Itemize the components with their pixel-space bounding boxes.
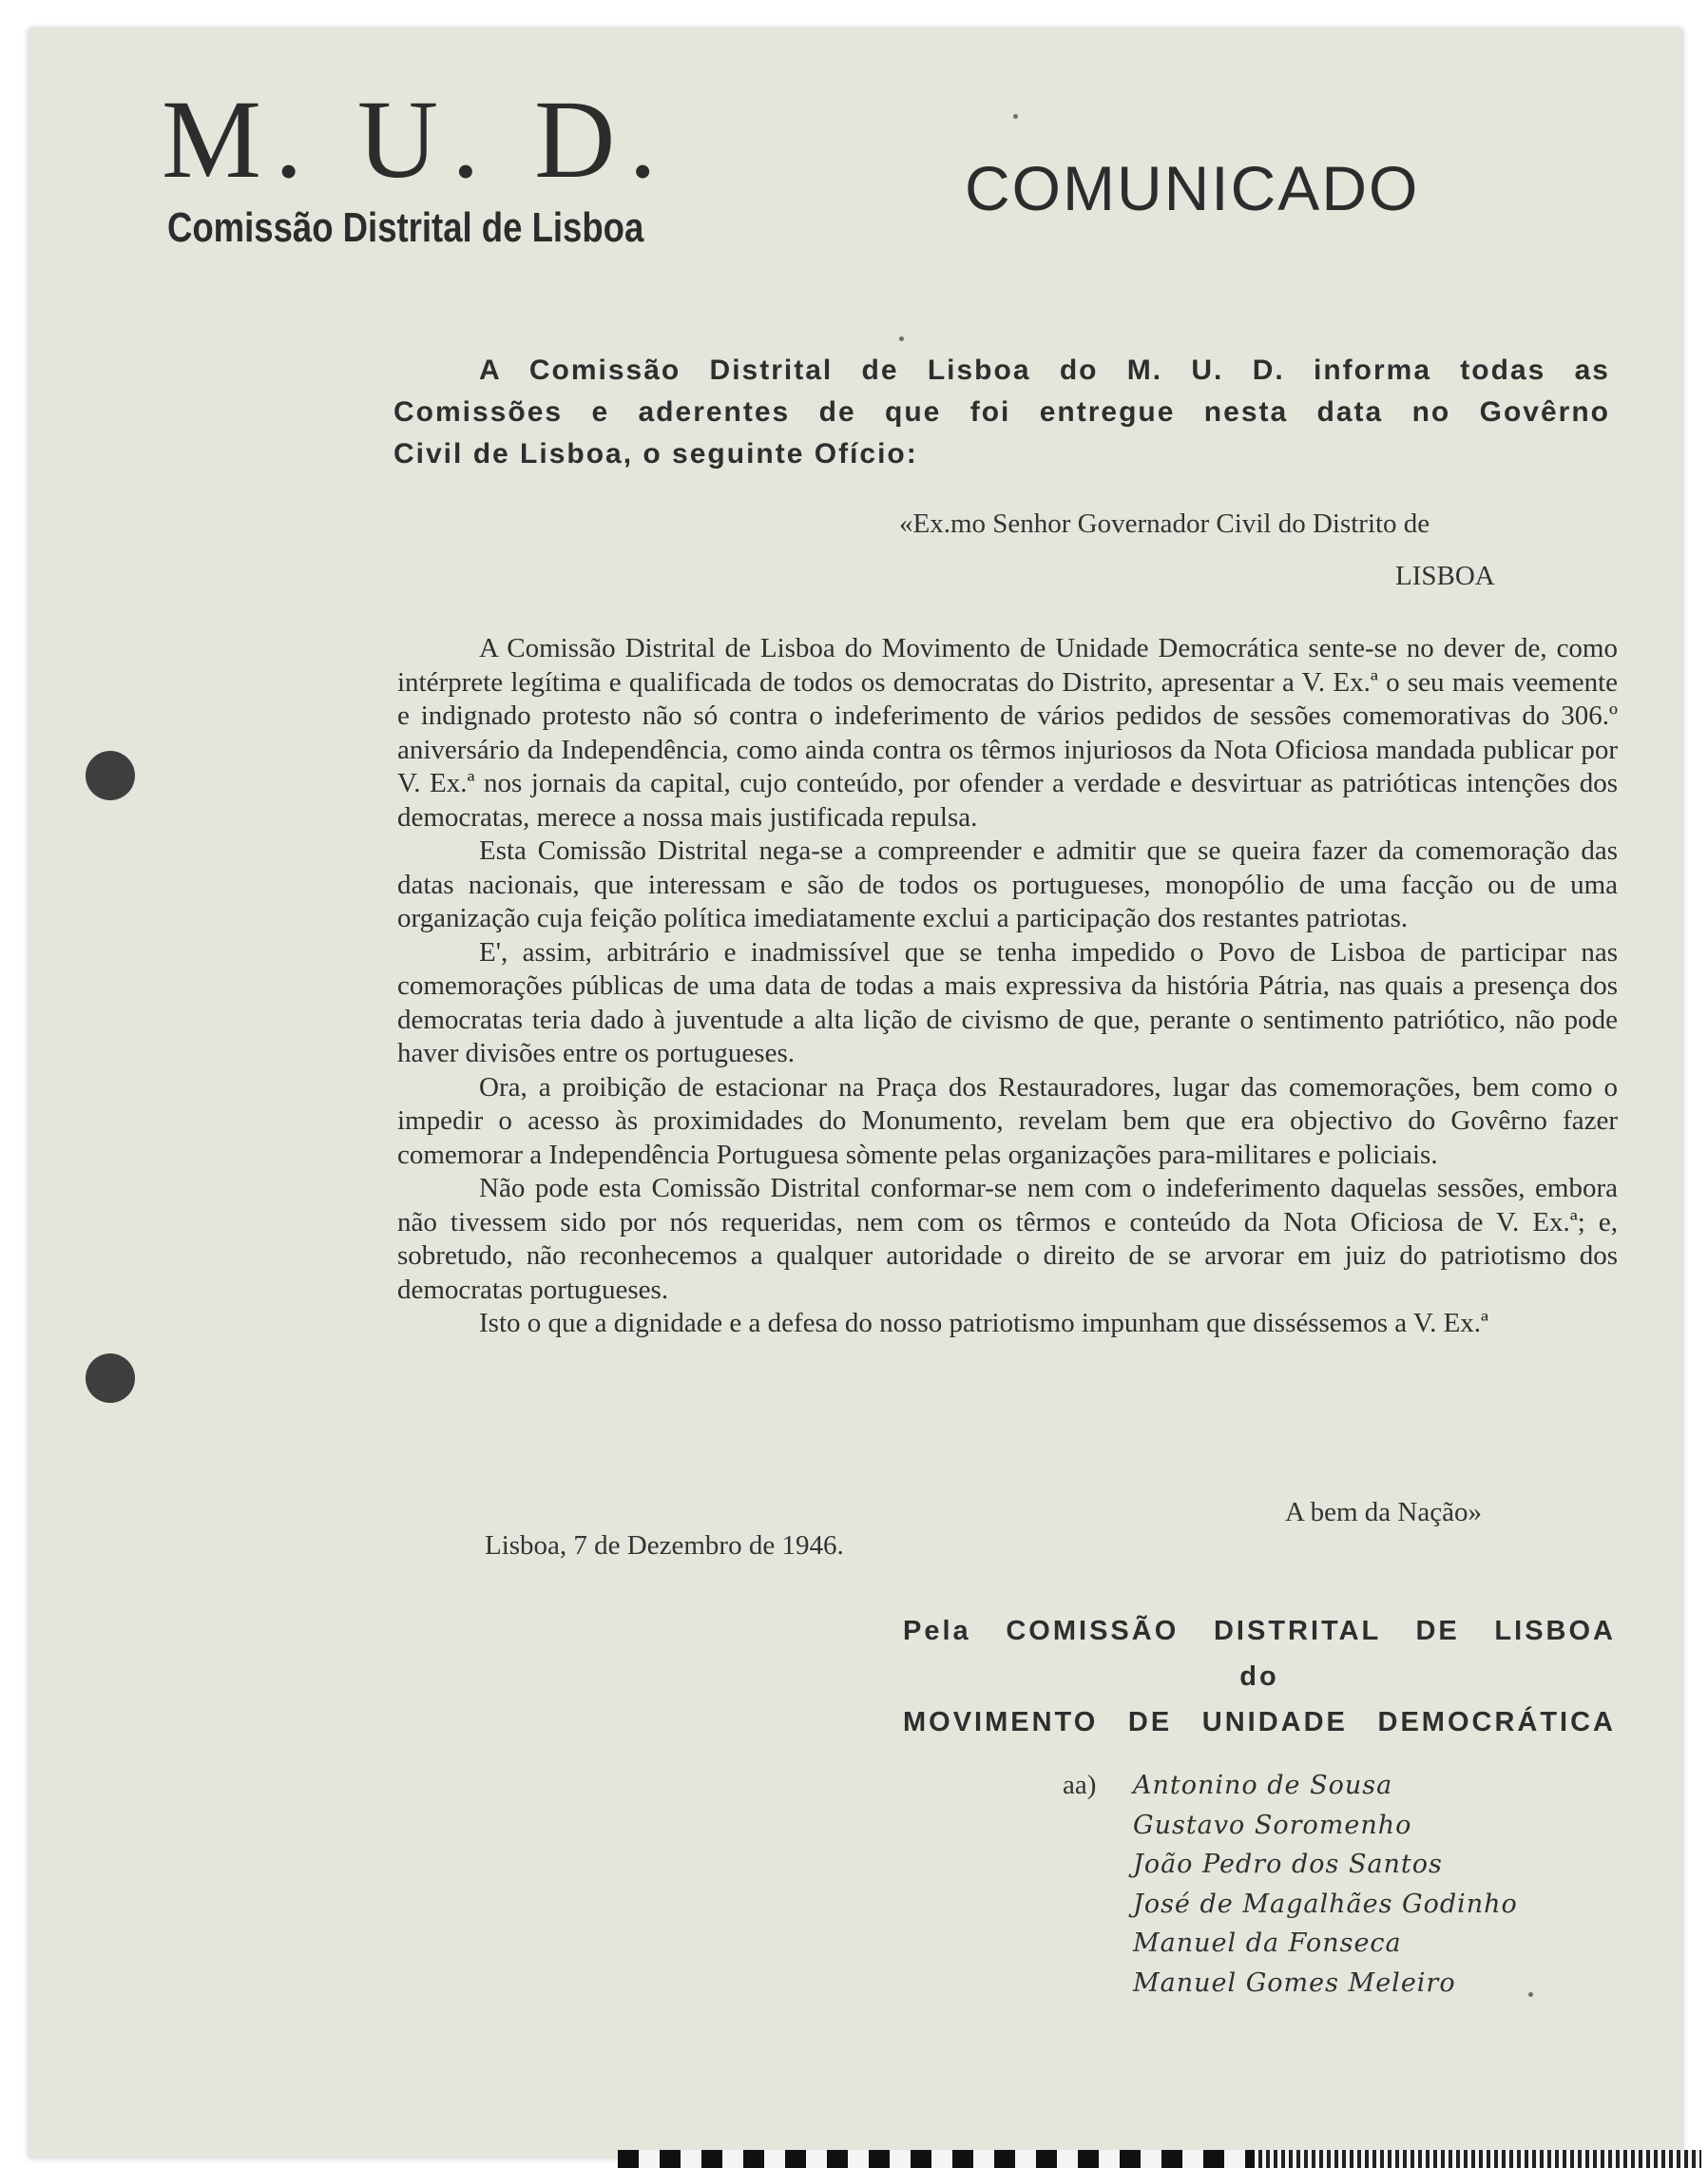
letter-paragraph: A Comissão Distrital de Lisboa do Movimento de Unidade Democrática sente-se no dever de, como intérprete legítima e qualificada de todos os democratas do Distrito, apresentar a V. Ex.ª o seu mais veemente e indignado protesto não só contra o indeferimento de vários pedidos de sessões comemorativas do 306.º aniversário da Independência, como ainda contra os têrmos injuriosos da Nota Oficiosa mandada publicar por V. Ex.ª nos jornais da capital, cujo conteúdo, por ofender a verdade e desvirtuar as patrióticas intenções dos democratas, merece a nossa mais justificada repulsa. bbox=[397, 633, 1618, 833]
signatory-name: Antonino de Sousa bbox=[1133, 1771, 1393, 1800]
document-type-heading: COMUNICADO bbox=[965, 153, 1420, 223]
signatory-name: Manuel Gomes Meleiro bbox=[1133, 1967, 1456, 1998]
intro-line: Civil de Lisboa, o seguinte Ofício: bbox=[393, 438, 918, 470]
signatories-list bbox=[1133, 1766, 1518, 2003]
signatory-name: Manuel da Fonseca bbox=[1133, 1928, 1402, 1958]
ink-speck bbox=[1528, 1992, 1533, 1997]
signature-line: MOVIMENTO DE UNIDADE DEMOCRÁTICA bbox=[903, 1707, 1616, 1737]
letter-paragraph: E', assim, arbitrário e inadmissível que se tenha impedido o Povo de Lisboa de participar nas comemorações públicas de uma data de todas a mais expressiva da história Pátria, nas quais a presença dos democratas teria dado à juventude a alta lição de civismo de que, perante o sentimento patriótico, não pode haver divisões entre os portugueses. bbox=[397, 936, 1618, 1068]
intro-line: A Comissão Distrital de Lisboa do M. U. D. informa todas as bbox=[479, 355, 1610, 386]
letter-body bbox=[397, 632, 1618, 1341]
letter-closing: A bem da Nação» bbox=[1285, 1497, 1482, 1527]
letter-paragraph: Esta Comissão Distrital nega-se a compreender e admitir que se queira fazer da comemoração das datas nacionais, que interessam e são de todos os portugueses, monopólio de uma facção ou de uma organização cuja feição política imediatamente exclui a participação dos restantes patriotas. bbox=[397, 835, 1618, 933]
grey-scale-strip bbox=[1255, 2150, 1701, 2168]
signatory-name: Gustavo Soromenho bbox=[1133, 1810, 1412, 1840]
punch-hole-lower bbox=[86, 1353, 135, 1403]
signatory-name: José de Magalhães Godinho bbox=[1133, 1889, 1518, 1919]
letter-paragraph: Não pode esta Comissão Distrital conformar-se nem com o indeferimento daquelas sessões, embora não tivessem sido por nós requeridas, nem com os têrmos e conteúdo da Nota Oficiosa de V. Ex.ª; e, sobretudo, não reconhecemos a qualquer autoridade o direito de se arvorar em juiz do patriotismo dos democratas portugueses. bbox=[397, 1173, 1618, 1305]
ink-speck bbox=[1013, 114, 1018, 119]
letter-paragraph: Ora, a proibição de estacionar na Praça dos Restauradores, lugar das comemorações, bem como o impedir o acesso às proximidades do Monumento, revelam bem que era objectivo do Govêrno fazer comemorar a Independência Portuguesa sòmente pelas organizações para-militares e policiais. bbox=[397, 1071, 1618, 1170]
letter-date: Lisboa, 7 de Dezembro de 1946. bbox=[485, 1530, 844, 1561]
letter-city: LISBOA bbox=[1395, 561, 1495, 591]
organization-subtitle: Comissão Distrital de Lisboa bbox=[167, 204, 644, 251]
punch-hole-upper bbox=[86, 751, 135, 800]
signatory-name: João Pedro dos Santos bbox=[1133, 1850, 1443, 1879]
signature-line: do bbox=[1239, 1661, 1279, 1692]
ink-speck bbox=[899, 336, 904, 341]
signature-line: Pela COMISSÃO DISTRITAL DE LISBOA bbox=[903, 1616, 1616, 1646]
intro-line: Comissões e aderentes de que foi entregue nesta data no Govêrno bbox=[393, 396, 1610, 428]
letter-paragraph: Isto o que a dignidade e a defesa do nosso patriotismo impunham que disséssemos a V. Ex.ª bbox=[479, 1308, 1489, 1338]
letter-salutation: «Ex.mo Senhor Governador Civil do Distrito de bbox=[899, 508, 1430, 539]
signatories-label: aa) bbox=[1063, 1770, 1097, 1800]
signature-heading bbox=[903, 1608, 1616, 1745]
organization-title: M. U. D. bbox=[162, 77, 670, 201]
intro-paragraph bbox=[393, 350, 1610, 475]
